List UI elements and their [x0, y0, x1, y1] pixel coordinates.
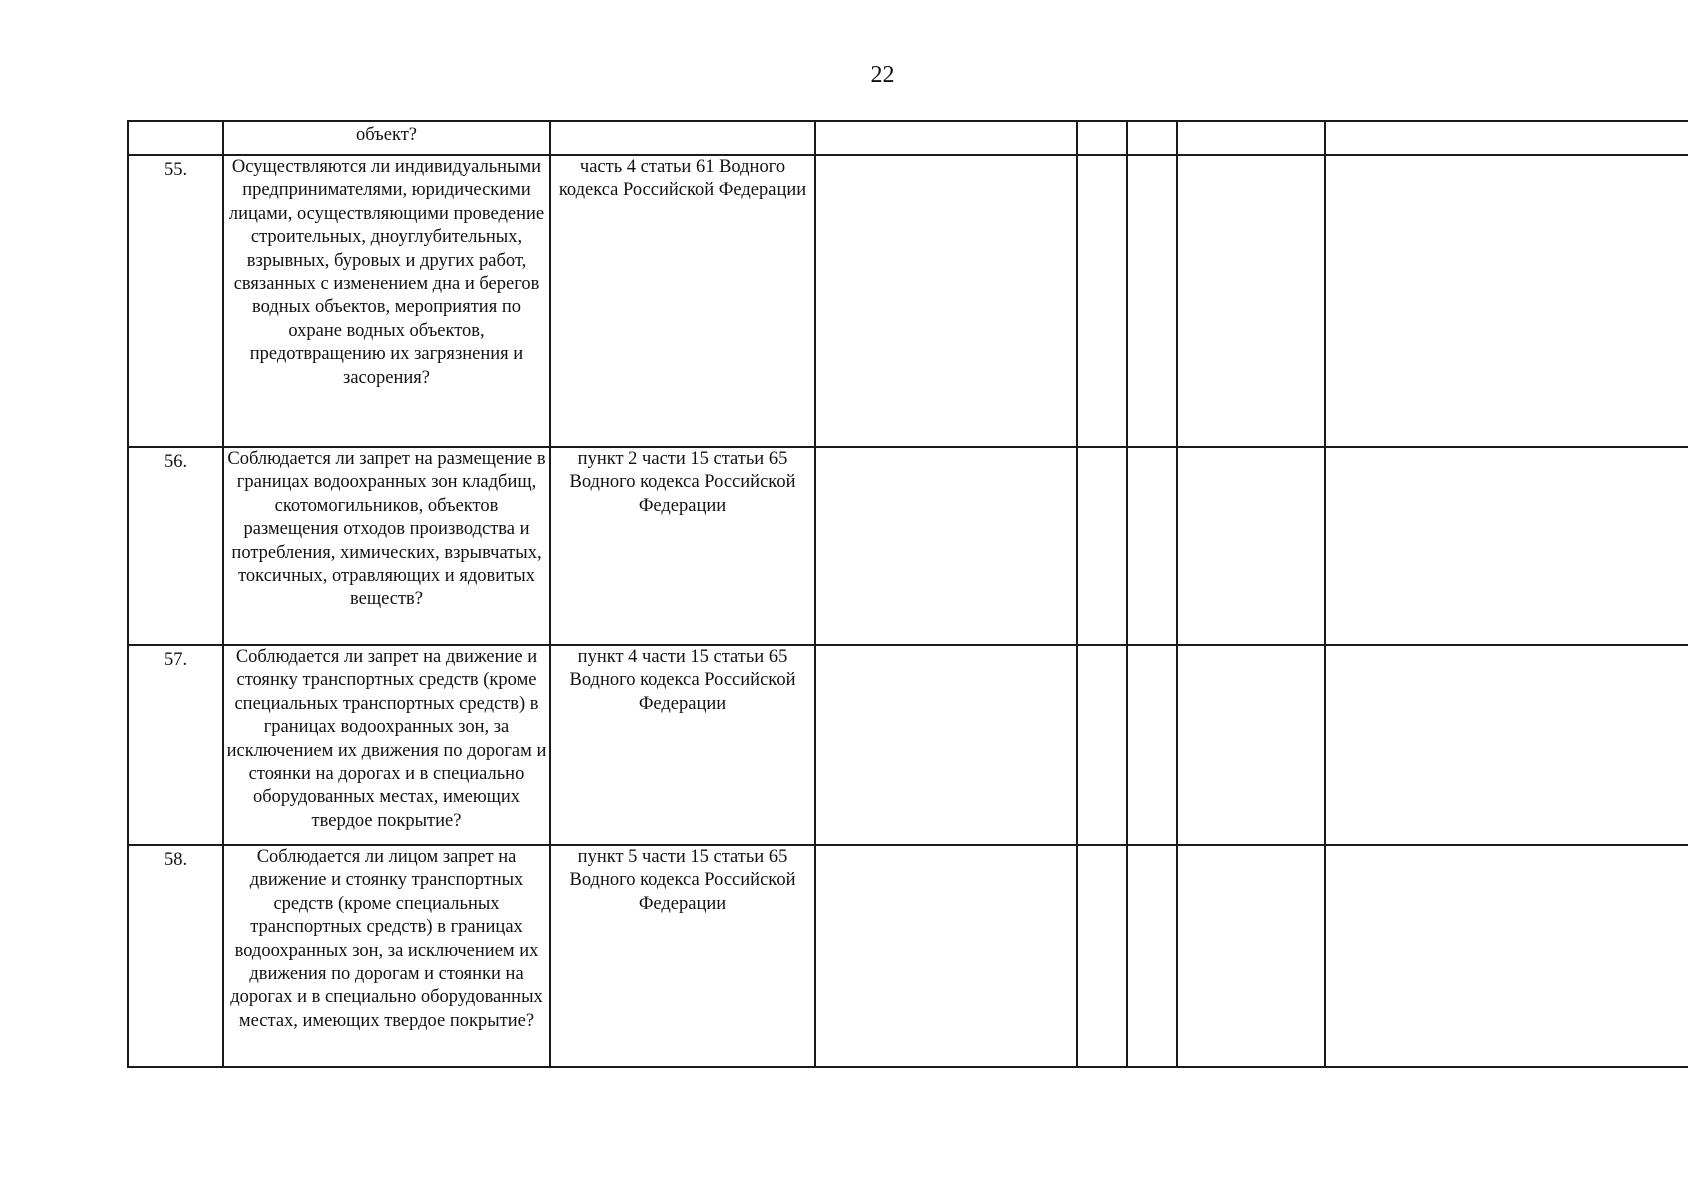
empty-cell	[815, 447, 1077, 645]
empty-cell	[1077, 121, 1127, 155]
number-cell: 55.	[128, 155, 223, 447]
reference-cell: пункт 2 части 15 статьи 65 Водного кодекса Российской Федерации	[550, 447, 815, 645]
empty-cell	[1077, 447, 1127, 645]
question-cell: объект?	[223, 121, 550, 155]
empty-cell	[1127, 845, 1177, 1067]
reference-cell	[550, 121, 815, 155]
table-row	[128, 845, 1688, 1067]
empty-cell	[1325, 121, 1688, 155]
page-number: 22	[870, 62, 895, 88]
empty-cell	[1177, 845, 1325, 1067]
question-cell: Соблюдается ли запрет на движение и стоянку транспортных средств (кроме специальных транспортных средств) в границах водоохранных зон, за исключением их движения по дорогам и стоянки на дорогах и в специально оборудованных местах, имеющих твердое покрытие?	[223, 645, 550, 845]
empty-cell	[1127, 155, 1177, 447]
table-row	[128, 447, 1688, 645]
empty-cell	[815, 845, 1077, 1067]
number-cell	[128, 121, 223, 155]
question-cell: Соблюдается ли запрет на размещение в границах водоохранных зон кладбищ, скотомогильников, объектов размещения отходов производства и потребления, химических, взрывчатых, токсичных, отравляющих и ядовитых веществ?	[223, 447, 550, 645]
empty-cell	[1127, 121, 1177, 155]
empty-cell	[1325, 645, 1688, 845]
table-row	[128, 645, 1688, 845]
empty-cell	[815, 121, 1077, 155]
question-cell: Осуществляются ли индивидуальными предпринимателями, юридическими лицами, осуществляющими проведение строительных, дноуглубительных, взрывных, буровых и других работ, связанных с изменением дна и берегов водных объектов, мероприятия по охране водных объектов, предотвращению их загрязнения и засорения?	[223, 155, 550, 447]
empty-cell	[1177, 155, 1325, 447]
question-cell: Соблюдается ли лицом запрет на движение и стоянку транспортных средств (кроме специальных транспортных средств) в границах водоохранных зон, за исключением их движения по дорогам и стоянки на дорогах и в специально оборудованных местах, имеющих твердое покрытие?	[223, 845, 550, 1067]
empty-cell	[1077, 155, 1127, 447]
number-cell: 56.	[128, 447, 223, 645]
number-cell: 57.	[128, 645, 223, 845]
empty-cell	[1177, 447, 1325, 645]
empty-cell	[1177, 645, 1325, 845]
empty-cell	[1127, 447, 1177, 645]
reference-cell: пункт 4 части 15 статьи 65 Водного кодекса Российской Федерации	[550, 645, 815, 845]
empty-cell	[815, 645, 1077, 845]
reference-cell: пункт 5 части 15 статьи 65 Водного кодекса Российской Федерации	[550, 845, 815, 1067]
number-cell: 58.	[128, 845, 223, 1067]
empty-cell	[1325, 155, 1688, 447]
table-row	[128, 155, 1688, 447]
empty-cell	[1077, 645, 1127, 845]
empty-cell	[1325, 845, 1688, 1067]
empty-cell	[1325, 447, 1688, 645]
checklist-table	[127, 120, 1688, 1068]
empty-cell	[1177, 121, 1325, 155]
table-row-continuation	[128, 121, 1688, 155]
reference-cell: часть 4 статьи 61 Водного кодекса Российской Федерации	[550, 155, 815, 447]
empty-cell	[1077, 845, 1127, 1067]
empty-cell	[1127, 645, 1177, 845]
empty-cell	[815, 155, 1077, 447]
